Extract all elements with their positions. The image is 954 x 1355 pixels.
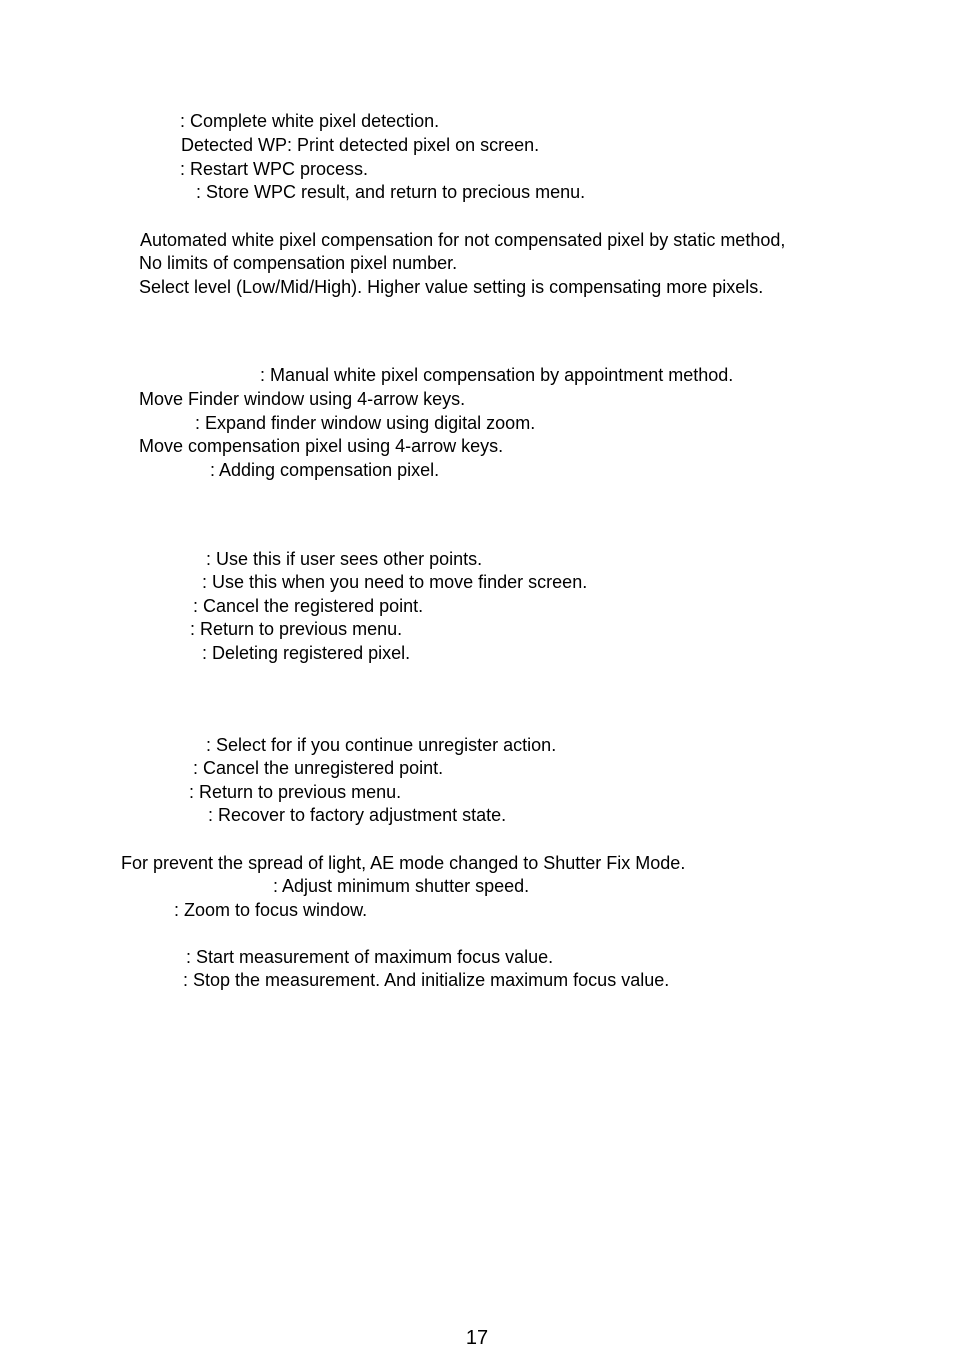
text-line: : Use this if user sees other points. — [206, 549, 483, 569]
text-line: : Expand finder window using digital zoom. — [195, 413, 536, 433]
text-line: Automated white pixel compensation for not compensated pixel by static method, — [140, 230, 786, 250]
text-line: : Cancel the registered point. — [193, 596, 424, 616]
text-line: : Start measurement of maximum focus value. — [186, 947, 554, 967]
text-line: : Stop the measurement. And initialize maximum focus value. — [183, 970, 670, 990]
text-line: : Adjust minimum shutter speed. — [273, 876, 530, 896]
text-line: : Return to previous menu. — [190, 619, 403, 639]
text-line: : Cancel the unregistered point. — [193, 758, 444, 778]
text-line: : Restart WPC process. — [180, 159, 369, 179]
text-line: : Recover to factory adjustment state. — [208, 805, 507, 825]
text-line: Detected WP: Print detected pixel on screen. — [181, 135, 540, 155]
text-line: : Deleting registered pixel. — [202, 643, 411, 663]
text-line: Move compensation pixel using 4-arrow keys. — [139, 436, 504, 456]
text-line: : Use this when you need to move finder screen. — [202, 572, 588, 592]
text-line: : Manual white pixel compensation by appointment method. — [260, 365, 734, 385]
text-line: For prevent the spread of light, AE mode changed to Shutter Fix Mode. — [121, 853, 686, 873]
text-line: : Select for if you continue unregister action. — [206, 735, 557, 755]
text-line: : Return to previous menu. — [189, 782, 402, 802]
text-line: : Complete white pixel detection. — [180, 111, 440, 131]
text-line: : Zoom to focus window. — [174, 900, 368, 920]
text-line: No limits of compensation pixel number. — [139, 253, 458, 273]
text-line: Select level (Low/Mid/High). Higher value setting is compensating more pixels. — [139, 277, 764, 297]
text-line: Move Finder window using 4-arrow keys. — [139, 389, 466, 409]
text-line: : Adding compensation pixel. — [210, 460, 440, 480]
page-number: 17 — [465, 1327, 489, 1349]
text-line: : Store WPC result, and return to precious menu. — [196, 182, 586, 202]
